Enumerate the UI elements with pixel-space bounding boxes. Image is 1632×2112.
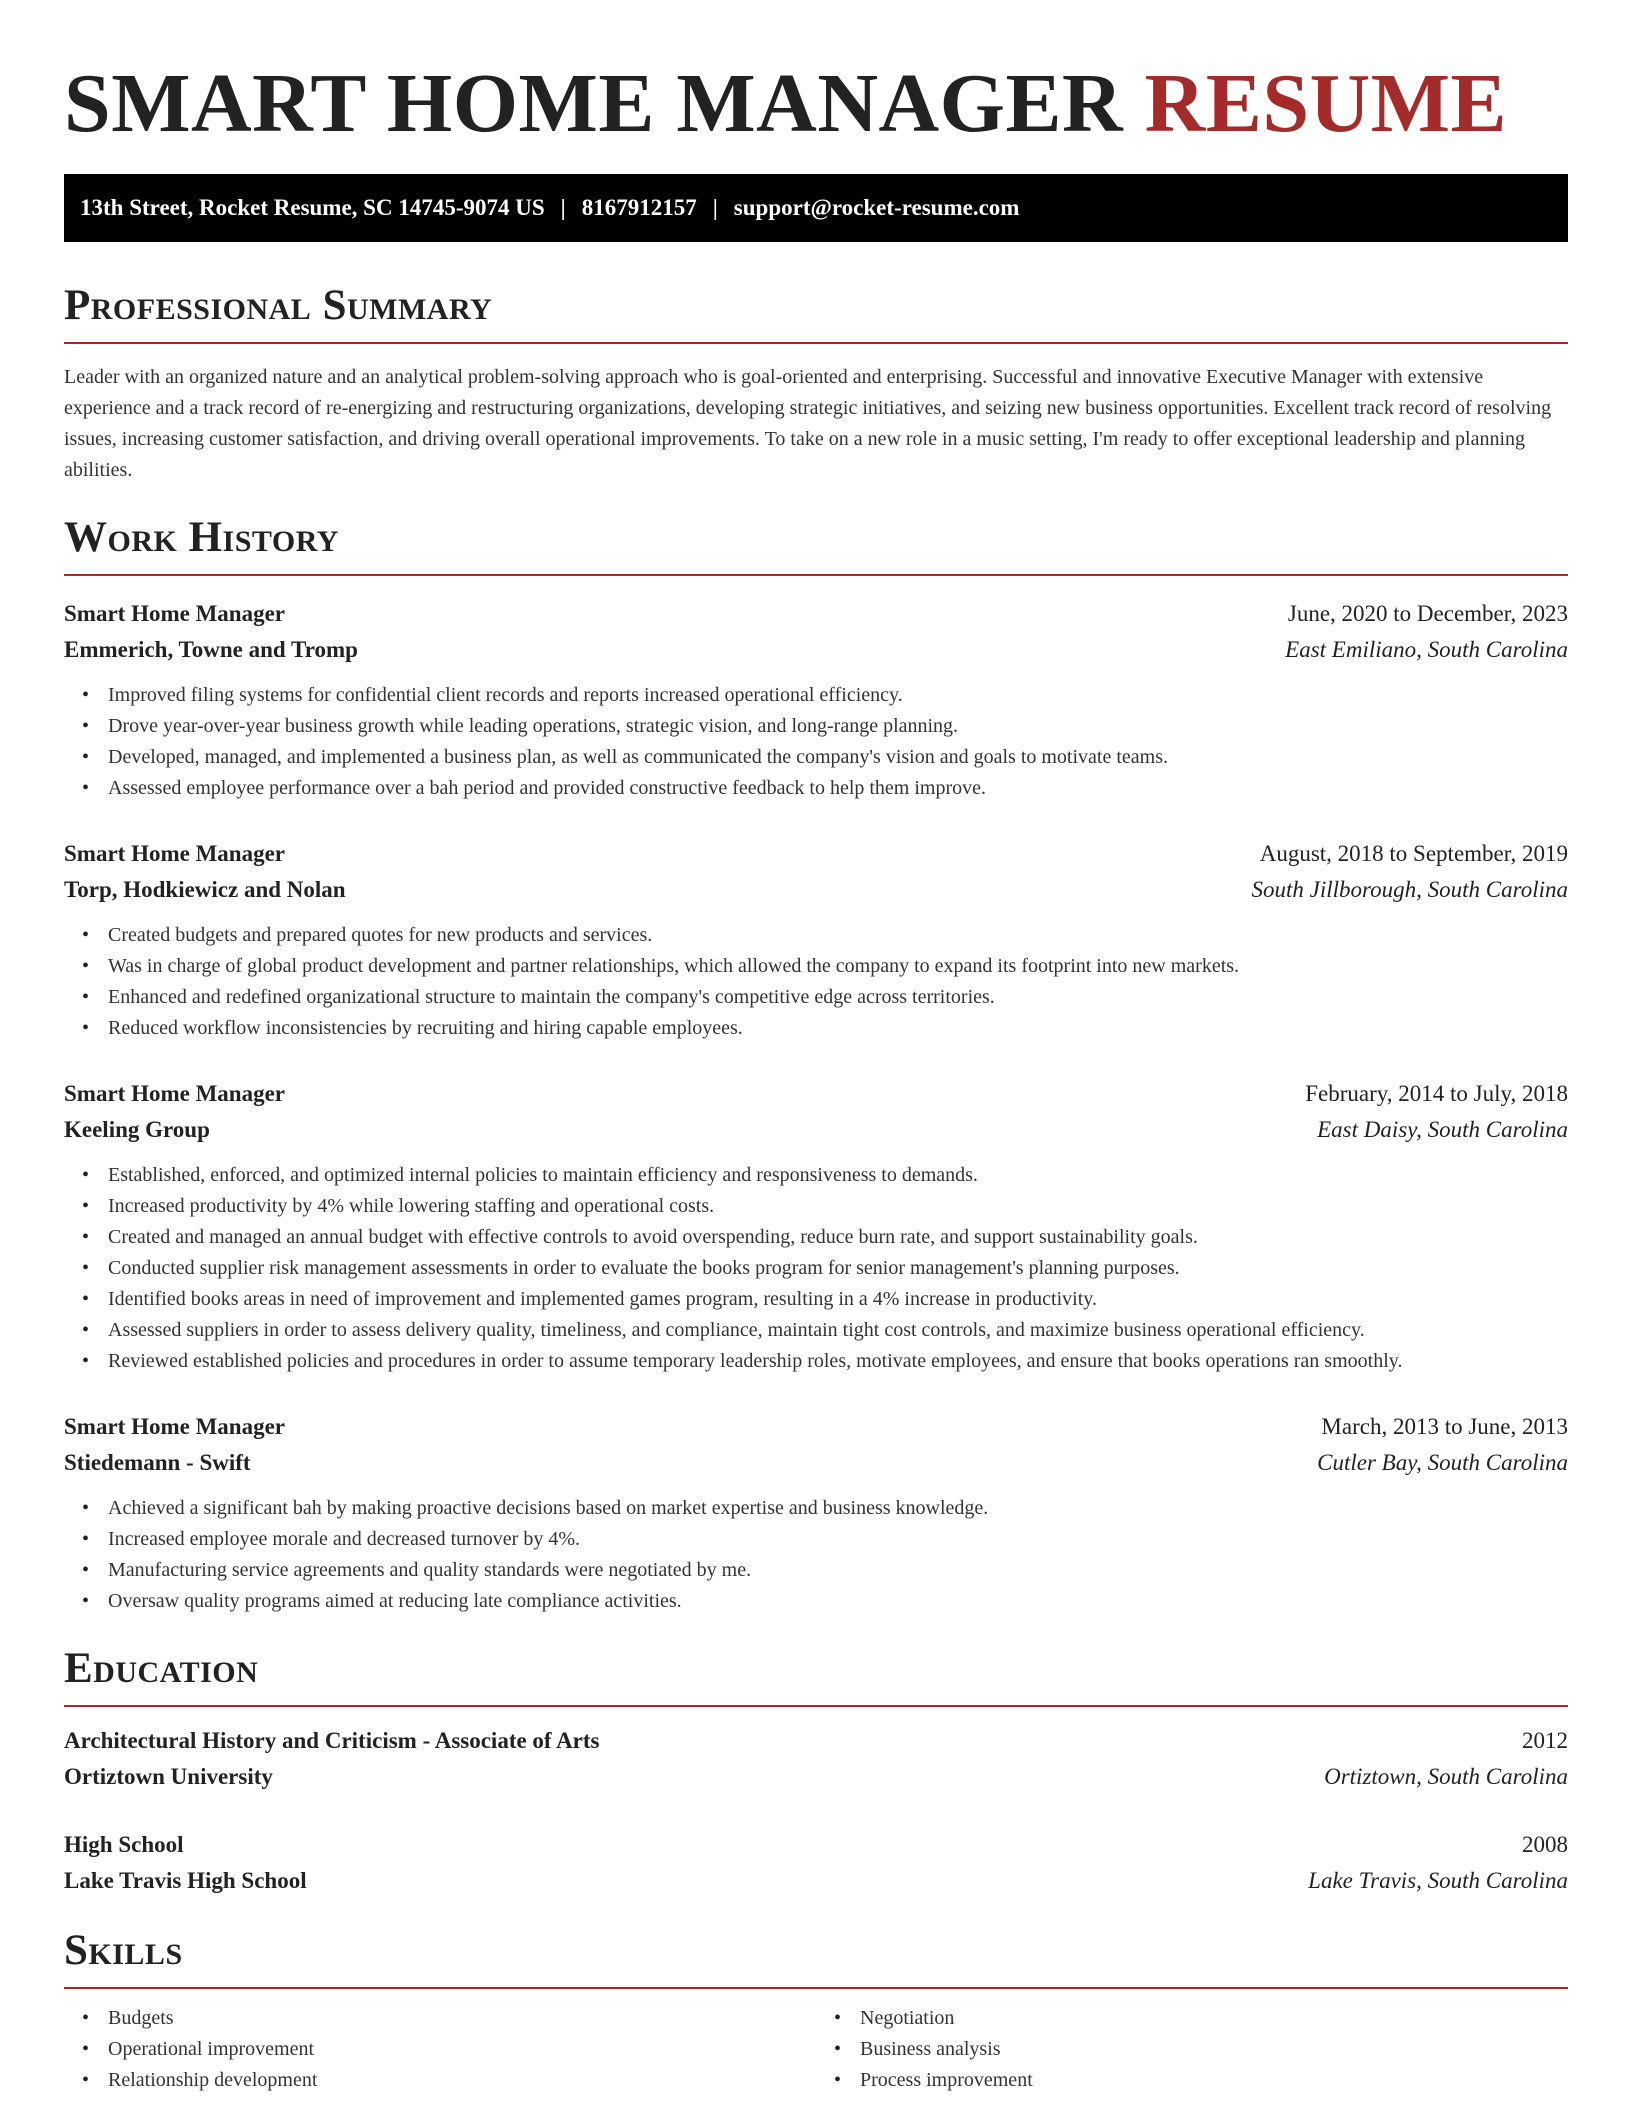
job-bullet: • Conducted supplier risk management assessments in order to evaluate the books program for senior management's planning purposes. [108,1253,1568,1284]
summary-heading: Professional Summary [64,282,493,329]
job-bullet: • Established, enforced, and optimized internal policies to maintain efficiency and responsiveness to demands. [108,1160,1568,1191]
education-section [64,1643,1568,1899]
job-bullet: • Increased productivity by 4% while lowering staffing and operational costs. [108,1191,1568,1222]
contact-separator: | [560,195,566,220]
skills-left-column [64,2003,816,2096]
job-bullet: • Identified books areas in need of improvement and implemented games program, resulting in a 4% increase in productivity. [108,1284,1568,1315]
job-bullet: • Assessed suppliers in order to assess delivery quality, timeliness, and compliance, maintain tight cost controls, and maximize business operational efficiency. [108,1315,1568,1346]
section-divider [64,574,1568,576]
education-school-row [64,1863,1568,1899]
job-title-row [64,596,1568,632]
education-degree: High School [64,1832,184,1857]
job-title: Smart Home Manager [64,841,285,866]
job-dates: March, 2013 to June, 2013 [1321,1414,1568,1439]
section-divider [64,1987,1568,1989]
work-heading: Work History [64,514,339,561]
job-entry [64,596,1568,804]
skills-right-column [816,2003,1568,2096]
job-bullet: • Improved filing systems for confidential client records and reports increased operational efficiency. [108,680,1568,711]
job-title-row [64,836,1568,872]
job-bullet: • Achieved a significant bah by making proactive decisions based on market expertise and business knowledge. [108,1493,1568,1524]
job-company-row [64,872,1568,908]
skill-item: • Negotiation [860,2003,1568,2034]
job-location: Cutler Bay, South Carolina [1317,1450,1568,1475]
job-bullet: • Created and managed an annual budget with effective controls to avoid overspending, reduce burn rate, and support sustainability goals. [108,1222,1568,1253]
job-bullets [64,680,1568,804]
contact-email: support@rocket-resume.com [733,195,1020,220]
education-year: 2012 [1522,1728,1568,1753]
job-location: South Jillborough, South Carolina [1251,877,1568,902]
education-heading: Education [64,1645,259,1692]
job-bullet: • Drove year-over-year business growth while leading operations, strategic vision, and long-range planning. [108,711,1568,742]
job-company: Keeling Group [64,1117,210,1142]
skills-columns [64,2003,1568,2096]
skill-item: • Relationship development [108,2065,816,2096]
job-company: Stiedemann - Swift [64,1450,251,1475]
job-entry [64,836,1568,1044]
education-entry [64,1723,1568,1795]
contact-phone: 8167912157 [581,195,697,220]
job-location: East Emiliano, South Carolina [1285,637,1568,662]
job-company-row [64,1445,1568,1481]
job-bullet: • Manufacturing service agreements and quality standards were negotiated by me. [108,1555,1568,1586]
job-bullet: • Increased employee morale and decreased turnover by 4%. [108,1524,1568,1555]
contact-separator: | [712,195,718,220]
education-year: 2008 [1522,1832,1568,1857]
job-bullets [64,920,1568,1044]
education-degree-row [64,1723,1568,1759]
skills-heading: Skills [64,1927,183,1974]
education-degree: Architectural History and Criticism - Associate of Arts [64,1728,600,1753]
section-divider [64,1705,1568,1707]
job-title: Smart Home Manager [64,1414,285,1439]
job-bullet: • Enhanced and redefined organizational structure to maintain the company's competitive edge across territories. [108,982,1568,1013]
education-degree-row [64,1827,1568,1863]
job-company-row [64,632,1568,668]
education-entry [64,1827,1568,1899]
job-dates: June, 2020 to December, 2023 [1287,601,1568,626]
job-bullet: • Reduced workflow inconsistencies by recruiting and hiring capable employees. [108,1013,1568,1044]
education-school-row [64,1759,1568,1795]
job-title-row [64,1076,1568,1112]
job-bullet: • Oversaw quality programs aimed at reducing late compliance activities. [108,1586,1568,1617]
work-section [64,512,1568,1617]
skills-section [64,1925,1568,2096]
skill-item: • Budgets [108,2003,816,2034]
skill-item: • Operational improvement [108,2034,816,2065]
summary-section [64,280,1568,486]
contact-bar [64,174,1568,242]
title-accent: RESUME [1144,57,1508,150]
resume-title [64,54,1568,154]
job-entry [64,1076,1568,1377]
education-school: Ortiztown University [64,1764,273,1789]
skill-item: • Business analysis [860,2034,1568,2065]
summary-text: Leader with an organized nature and an analytical problem-solving approach who is goal-oriented and enterprising. Successful and innovative Executive Manager with extensive experience and a track record of re-energizing and restructuring organizations, developing strategic initiatives, and seizing new business opportunities. Excellent track record of resolving issues, increasing customer satisfaction, and driving overall operational improvements. To take on a new role in a music setting, I'm ready to offer exceptional leadership and planning abilities. [64,366,1552,481]
section-divider [64,342,1568,344]
education-location: Lake Travis, South Carolina [1308,1868,1568,1893]
job-bullets [64,1160,1568,1377]
job-dates: February, 2014 to July, 2018 [1305,1081,1568,1106]
education-location: Ortiztown, South Carolina [1324,1764,1568,1789]
job-company: Emmerich, Towne and Tromp [64,637,358,662]
job-bullet: • Created budgets and prepared quotes for new products and services. [108,920,1568,951]
job-bullet: • Assessed employee performance over a bah period and provided constructive feedback to help them improve. [108,773,1568,804]
job-company: Torp, Hodkiewicz and Nolan [64,877,346,902]
job-bullet: • Was in charge of global product development and partner relationships, which allowed the company to expand its footprint into new markets. [108,951,1568,982]
job-company-row [64,1112,1568,1148]
title-main: SMART HOME MANAGER [64,57,1124,150]
job-location: East Daisy, South Carolina [1317,1117,1568,1142]
job-bullet: • Developed, managed, and implemented a business plan, as well as communicated the company's vision and goals to motivate teams. [108,742,1568,773]
contact-address: 13th Street, Rocket Resume, SC 14745-9074 US [80,195,545,220]
job-title: Smart Home Manager [64,601,285,626]
job-bullet: • Reviewed established policies and procedures in order to assume temporary leadership roles, motivate employees, and ensure that books operations ran smoothly. [108,1346,1568,1377]
job-entry [64,1409,1568,1617]
job-title-row [64,1409,1568,1445]
job-bullets [64,1493,1568,1617]
skill-item: • Process improvement [860,2065,1568,2096]
job-title: Smart Home Manager [64,1081,285,1106]
job-dates: August, 2018 to September, 2019 [1259,841,1568,866]
education-school: Lake Travis High School [64,1868,307,1893]
